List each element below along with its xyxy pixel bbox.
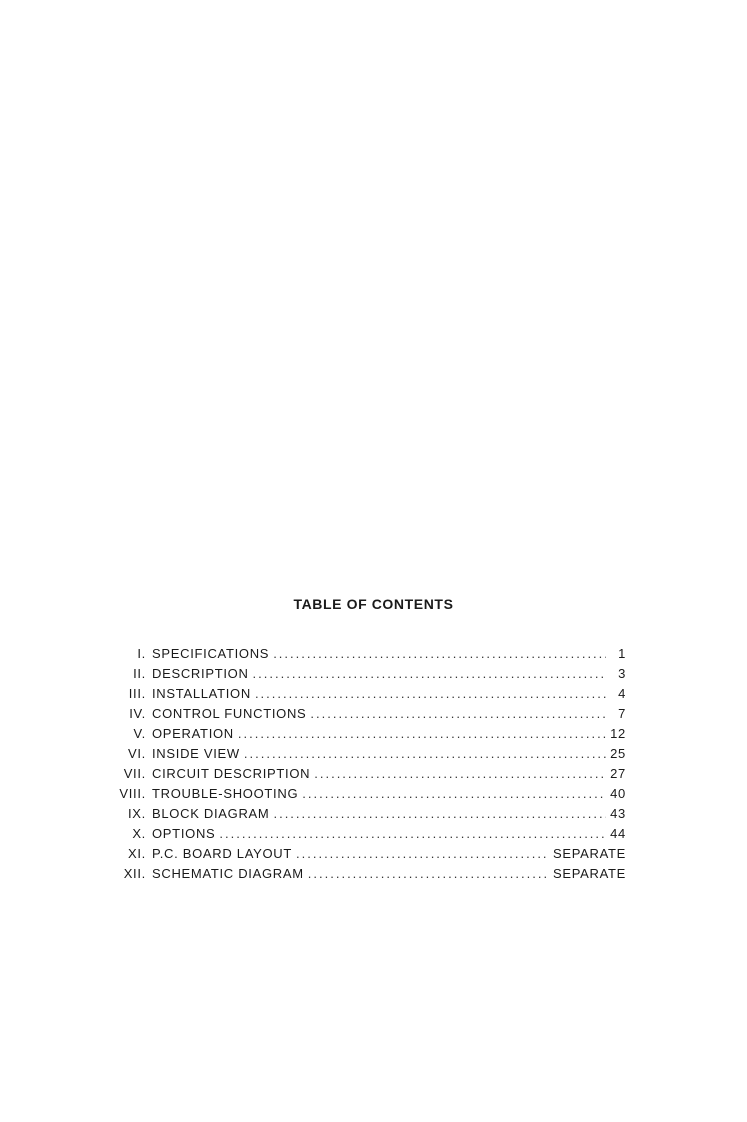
toc-entry-page: 25: [610, 746, 626, 761]
toc-entry-title: P.C. BOARD LAYOUT: [152, 846, 293, 861]
toc-entry-page: 4: [618, 686, 626, 701]
toc-entry: [110, 866, 626, 886]
toc-entry-page: 1: [618, 646, 626, 661]
toc-entry-title: OPERATION: [152, 726, 234, 741]
toc-dot-leader: [273, 646, 606, 661]
toc-entry-number: II.: [133, 666, 146, 681]
toc-dot-leader: [244, 746, 606, 761]
toc-entry-title: SCHEMATIC DIAGRAM: [152, 866, 304, 881]
toc-entry-title: DESCRIPTION: [152, 666, 249, 681]
toc-entry-number: I.: [137, 646, 146, 661]
toc-entry: [110, 826, 626, 846]
toc-entry-page: SEPARATE: [552, 846, 626, 861]
toc-entry-page: 3: [618, 666, 626, 681]
toc-entry: [110, 726, 626, 746]
toc-entry: [110, 766, 626, 786]
toc-entry-title: INSTALLATION: [152, 686, 251, 701]
toc-entry: [110, 706, 626, 726]
toc-entry-title: BLOCK DIAGRAM: [152, 806, 270, 821]
toc-entry-title: INSIDE VIEW: [152, 746, 240, 761]
toc-heading: TABLE OF CONTENTS: [293, 596, 454, 612]
toc-entry-page: SEPARATE: [552, 866, 626, 881]
toc-dot-leader: [310, 706, 606, 721]
toc-entry-title: OPTIONS: [152, 826, 216, 841]
toc-entry: [110, 666, 626, 686]
toc-entry-number: V.: [133, 726, 146, 741]
toc-entry: [110, 746, 626, 766]
toc-entry-number: VII.: [123, 766, 146, 781]
toc-entry-title: SPECIFICATIONS: [152, 646, 270, 661]
toc-entry-title: CIRCUIT DESCRIPTION: [152, 766, 311, 781]
toc-entry-number: IV.: [129, 706, 146, 721]
toc-dot-leader: [255, 686, 606, 701]
toc-entry-page: 12: [610, 726, 626, 741]
toc-dot-leader: [273, 806, 606, 821]
toc-entry-page: 43: [610, 806, 626, 821]
toc-entry-number: XI.: [128, 846, 146, 861]
toc-dot-leader: [314, 766, 606, 781]
toc-entry-number: VI.: [128, 746, 146, 761]
toc-entry-number: III.: [128, 686, 146, 701]
toc-entry-page: 7: [618, 706, 626, 721]
toc-entry: [110, 806, 626, 826]
toc-entry: [110, 786, 626, 806]
toc-entry-number: IX.: [128, 806, 146, 821]
toc-entry-title: CONTROL FUNCTIONS: [152, 706, 307, 721]
toc-entry-page: 40: [610, 786, 626, 801]
toc-entry: [110, 686, 626, 706]
toc-dot-leader: [219, 826, 606, 841]
toc-entry: [110, 646, 626, 666]
toc-entry-number: VIII.: [119, 786, 146, 801]
toc-entry-page: 27: [610, 766, 626, 781]
toc-dot-leader: [308, 866, 549, 881]
toc-entry: [110, 846, 626, 866]
toc-entry-page: 44: [610, 826, 626, 841]
toc-entry-title: TROUBLE-SHOOTING: [152, 786, 299, 801]
toc-entry-number: XII.: [123, 866, 146, 881]
toc-dot-leader: [238, 726, 606, 741]
toc-entry-number: X.: [132, 826, 146, 841]
toc-dot-leader: [302, 786, 606, 801]
toc-dot-leader: [253, 666, 606, 681]
toc-list: [110, 646, 626, 886]
toc-dot-leader: [296, 846, 549, 861]
